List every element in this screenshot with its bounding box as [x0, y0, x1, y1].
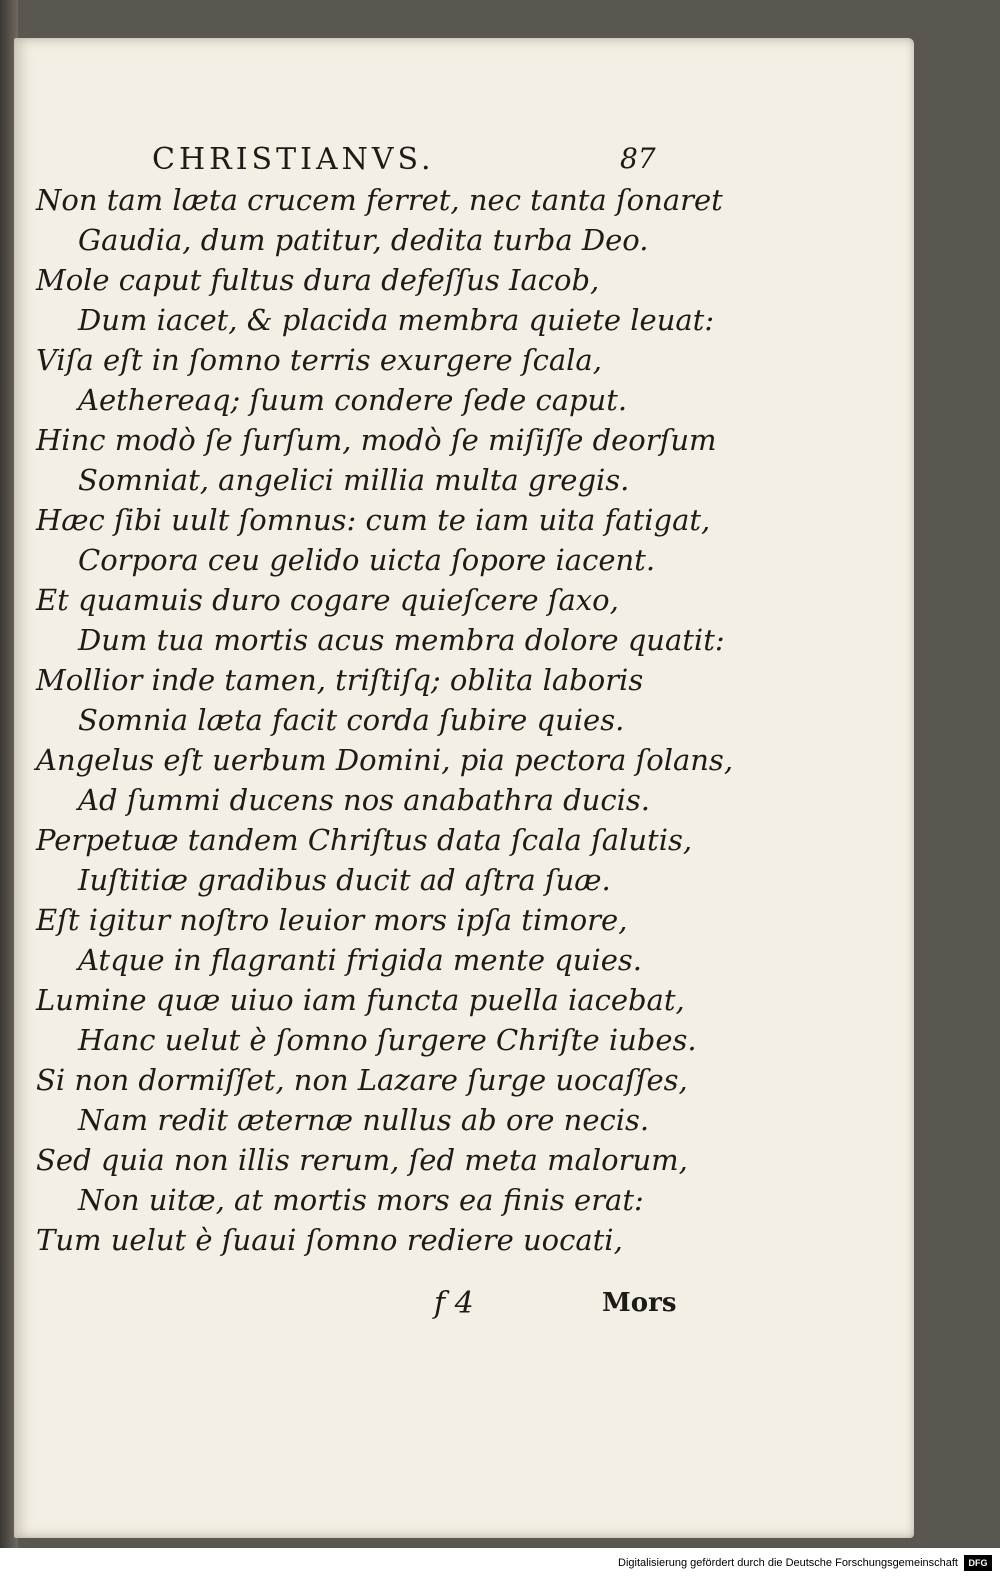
verse-line: Somniat, angelici millia multa gregis. — [78, 463, 630, 497]
verse-line: Somnia læta facit corda ſubire quies. — [78, 703, 625, 737]
footer-bar — [0, 1548, 1000, 1581]
verse-line: Tum uelut è ſuaui ſomno rediere uocati, — [36, 1223, 623, 1257]
verse-line: Angelus eſt uerbum Domini, pia pectora ſolans, — [36, 743, 734, 777]
verse-line: Mollior inde tamen, triſtiſq; oblita laboris — [36, 663, 644, 697]
verse-line: Lumine quæ uiuo iam functa puella iacebat, — [36, 983, 685, 1017]
book-page — [14, 38, 914, 1538]
verse-line: Gaudia, dum patitur, dedita turba Deo. — [78, 223, 649, 257]
funding-credit: Digitalisierung gefördert durch die Deutsche Forschungsgemeinschaft — [618, 1557, 958, 1569]
page-number: 87 — [620, 142, 656, 175]
verse-line: Aethereaq; ſuum condere ſede caput. — [78, 383, 628, 417]
verse-line: Hanc uelut è ſomno ſurgere Chriſte iubes. — [78, 1023, 697, 1057]
verse-line: Nam redit æternæ nullus ab ore necis. — [78, 1103, 650, 1137]
verse-line: Non tam læta crucem ferret, nec tanta ſonaret — [36, 183, 723, 217]
running-head: CHRISTIANVS. — [152, 142, 435, 177]
verse-line: Corpora ceu gelido uicta ſopore iacent. — [78, 543, 656, 577]
verse-line: Mole caput fultus dura defeſſus Iacob, — [36, 263, 600, 297]
verse-line: Et quamuis duro cogare quieſcere ſaxo, — [36, 583, 619, 617]
catchword: Mors — [602, 1288, 677, 1318]
verse-line: Non uitæ, at mortis mors ea finis erat: — [78, 1183, 644, 1217]
verse-line: Si non dormiſſet, non Lazare ſurge uocaſſes, — [36, 1063, 688, 1097]
verse-line: Dum tua mortis acus membra dolore quatit: — [78, 623, 725, 657]
dfg-logo: DFG — [964, 1555, 992, 1571]
verse-line: Eſt igitur noſtro leuior mors ipſa timore, — [36, 903, 628, 937]
signature-mark: f 4 — [434, 1286, 474, 1321]
verse-line: Hinc modò ſe ſurſum, modò ſe miſiſſe deorſum — [36, 423, 717, 457]
verse-line: Perpetuæ tandem Chriſtus data ſcala ſalutis, — [36, 823, 693, 857]
verse-line: Iuſtitiæ gradibus ducit ad aſtra ſuæ. — [78, 863, 611, 897]
verse-line: Dum iacet, & placida membra quiete leuat: — [78, 303, 715, 337]
verse-line: Ad ſummi ducens nos anabathra ducis. — [78, 783, 650, 817]
verse-line: Hæc ſibi uult ſomnus: cum te iam uita fatigat, — [36, 503, 711, 537]
verse-line: Viſa eſt in ſomno terris exurgere ſcala, — [36, 343, 602, 377]
verse-line: Sed quia non illis rerum, ſed meta malorum, — [36, 1143, 688, 1177]
verse-line: Atque in flagranti frigida mente quies. — [78, 943, 642, 977]
